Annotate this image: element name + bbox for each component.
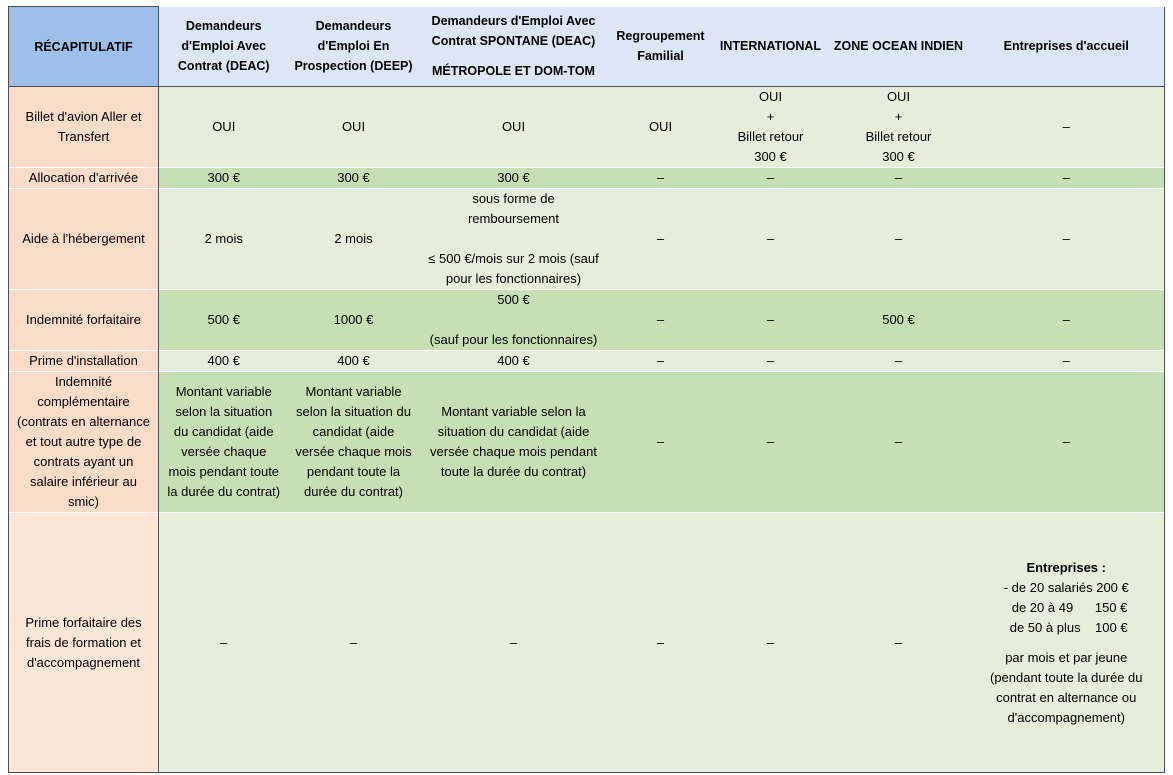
table-cell: – <box>713 168 829 189</box>
row-label: Prime d'installation <box>9 351 159 372</box>
row-label: Billet d'avion Aller et Transfert <box>9 87 159 168</box>
table-row <box>9 372 1165 513</box>
table-cell: – <box>829 168 969 189</box>
entreprises-note: d'accompagnement) <box>1007 709 1125 725</box>
table-row <box>9 189 1165 290</box>
row-label: Allocation d'arrivée <box>9 168 159 189</box>
table-cell: – <box>969 189 1165 290</box>
table-cell: 1000 € <box>289 290 419 351</box>
header-col-deac: Demandeurs d'Emploi Avec Contrat (DEAC) <box>159 7 289 87</box>
table-cell: – <box>609 290 713 351</box>
table-cell: 2 mois <box>289 189 419 290</box>
header-corner: RÉCAPITULATIF <box>9 7 159 87</box>
header-col-spontane: Demandeurs d'Emploi Avec Contrat SPONTANE (DEAC) MÉTROPOLE ET DOM-TOM <box>419 7 609 87</box>
table-cell: – <box>713 189 829 290</box>
row-label: Indemnité complémentaire (contrats en alternance et tout autre type de contrats ayant un salaire inférieur au smic) <box>9 372 159 513</box>
table-cell: 400 € <box>419 351 609 372</box>
table-row <box>9 87 1165 168</box>
table-cell: OUI <box>159 87 289 168</box>
table-cell: – <box>829 372 969 513</box>
table-cell: – <box>969 87 1165 168</box>
entreprises-note: (pendant toute la durée du <box>989 669 1143 685</box>
table-cell: 500 € (sauf pour les fonctionnaires) <box>419 290 609 351</box>
table-cell: Montant variable selon la situation du candidat (aide versée chaque mois pendant toute la durée du contrat) <box>159 372 289 513</box>
table-cell: OUI <box>289 87 419 168</box>
table-cell: – <box>713 372 829 513</box>
entreprises-tier: de 20 à 49 150 € <box>1011 599 1128 615</box>
table-row <box>9 513 1165 773</box>
table-cell: OUI <box>609 87 713 168</box>
entreprises-prime-cell <box>969 513 1165 773</box>
row-label: Prime forfaitaire des frais de formation et d'accompagnement <box>9 513 159 773</box>
header-row <box>9 7 1165 87</box>
table-cell: – <box>609 372 713 513</box>
table-cell: – <box>159 513 289 773</box>
entreprises-title: Entreprises : <box>1026 559 1106 575</box>
table-cell: – <box>609 513 713 773</box>
table-row <box>9 290 1165 351</box>
table-cell: – <box>829 513 969 773</box>
table-cell: 500 € <box>829 290 969 351</box>
recap-table <box>8 6 1165 773</box>
header-col-regroupement: Regroupement Familial <box>609 7 713 87</box>
table-cell: OUI + Billet retour 300 € <box>829 87 969 168</box>
table-row <box>9 168 1165 189</box>
table-cell: – <box>829 351 969 372</box>
table-cell: – <box>713 351 829 372</box>
entreprises-tier: - de 20 salariés 200 € <box>1003 579 1129 595</box>
entreprises-note: par mois et par jeune <box>1005 649 1128 665</box>
table-cell: sous forme de remboursement ≤ 500 €/mois sur 2 mois (sauf pour les fonctionnaires) <box>419 189 609 290</box>
entreprises-tier: de 50 à plus 100 € <box>1009 619 1128 635</box>
row-label: Indemnité forfaitaire <box>9 290 159 351</box>
table-cell: – <box>713 513 829 773</box>
table-cell: – <box>969 351 1165 372</box>
table-cell: 300 € <box>419 168 609 189</box>
table-row <box>9 351 1165 372</box>
entreprises-note: contrat en alternance ou <box>996 689 1137 705</box>
entreprises-tiers <box>1004 578 1129 638</box>
table-cell: – <box>713 290 829 351</box>
table-cell: 400 € <box>159 351 289 372</box>
table-cell: 300 € <box>159 168 289 189</box>
table-cell: 300 € <box>289 168 419 189</box>
table-cell: – <box>969 290 1165 351</box>
header-col-entreprises: Entreprises d'accueil <box>969 7 1165 87</box>
header-col-ocean-indien: ZONE OCEAN INDIEN <box>829 7 969 87</box>
table-cell: Montant variable selon la situation du candidat (aide versée chaque mois pendant toute la durée du contrat) <box>419 372 609 513</box>
table-cell: – <box>829 189 969 290</box>
table-cell: – <box>609 189 713 290</box>
table-cell: – <box>289 513 419 773</box>
table-cell: – <box>969 168 1165 189</box>
table-cell: OUI + Billet retour 300 € <box>713 87 829 168</box>
table-cell: – <box>969 372 1165 513</box>
table-cell: 2 mois <box>159 189 289 290</box>
table-cell: – <box>609 168 713 189</box>
table-cell: 500 € <box>159 290 289 351</box>
header-col-international: INTERNATIONAL <box>713 7 829 87</box>
header-col-deep: Demandeurs d'Emploi En Prospection (DEEP) <box>289 7 419 87</box>
table-cell: Montant variable selon la situation du candidat (aide versée chaque mois pendant toute la durée du contrat) <box>289 372 419 513</box>
row-label: Aide à l'hébergement <box>9 189 159 290</box>
table-cell: 400 € <box>289 351 419 372</box>
table-cell: OUI <box>419 87 609 168</box>
table-cell: – <box>419 513 609 773</box>
table-cell: – <box>609 351 713 372</box>
